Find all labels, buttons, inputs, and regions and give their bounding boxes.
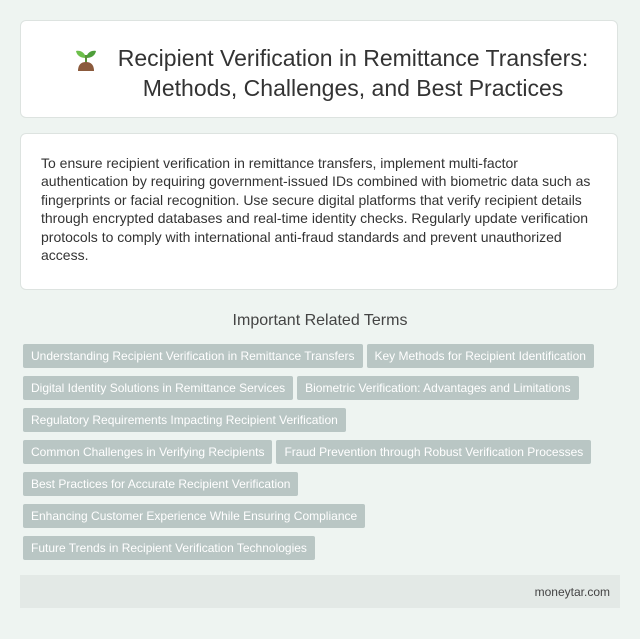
- sprout-icon: [73, 45, 99, 71]
- related-terms-list: [23, 344, 603, 568]
- page-title: Recipient Verification in Remittance Transfers: Methods, Challenges, and Best Practices: [117, 45, 589, 101]
- related-term-tag[interactable]: Understanding Recipient Verification in Remittance Transfers: [23, 344, 363, 368]
- related-term-tag[interactable]: Best Practices for Accurate Recipient Verification: [23, 472, 298, 496]
- related-term-tag[interactable]: Biometric Verification: Advantages and Limitations: [297, 376, 578, 400]
- related-term-tag[interactable]: Enhancing Customer Experience While Ensuring Compliance: [23, 504, 365, 528]
- summary-card: [20, 133, 618, 290]
- title-card: [20, 20, 618, 118]
- footer: [20, 575, 620, 608]
- related-term-tag[interactable]: Digital Identity Solutions in Remittance Services: [23, 376, 293, 400]
- related-terms-heading: Important Related Terms: [232, 312, 408, 329]
- related-term-tag[interactable]: Fraud Prevention through Robust Verification Processes: [276, 440, 591, 464]
- summary-text: To ensure recipient verification in remittance transfers, implement multi-factor authentication by requiring government-issued IDs combined with biometric data such as fingerprints or facial recognition. Use secure digital platforms that verify recipient details through encrypted databases and real-time identity checks. Regularly update verification protocols to comply with international anti-fraud standards and prevent unauthorized access.: [41, 155, 591, 264]
- site-name: moneytar.com: [534, 585, 610, 599]
- related-term-tag[interactable]: Key Methods for Recipient Identification: [367, 344, 594, 368]
- related-term-tag[interactable]: Common Challenges in Verifying Recipients: [23, 440, 272, 464]
- related-term-tag[interactable]: Future Trends in Recipient Verification Technologies: [23, 536, 315, 560]
- related-term-tag[interactable]: Regulatory Requirements Impacting Recipient Verification: [23, 408, 346, 432]
